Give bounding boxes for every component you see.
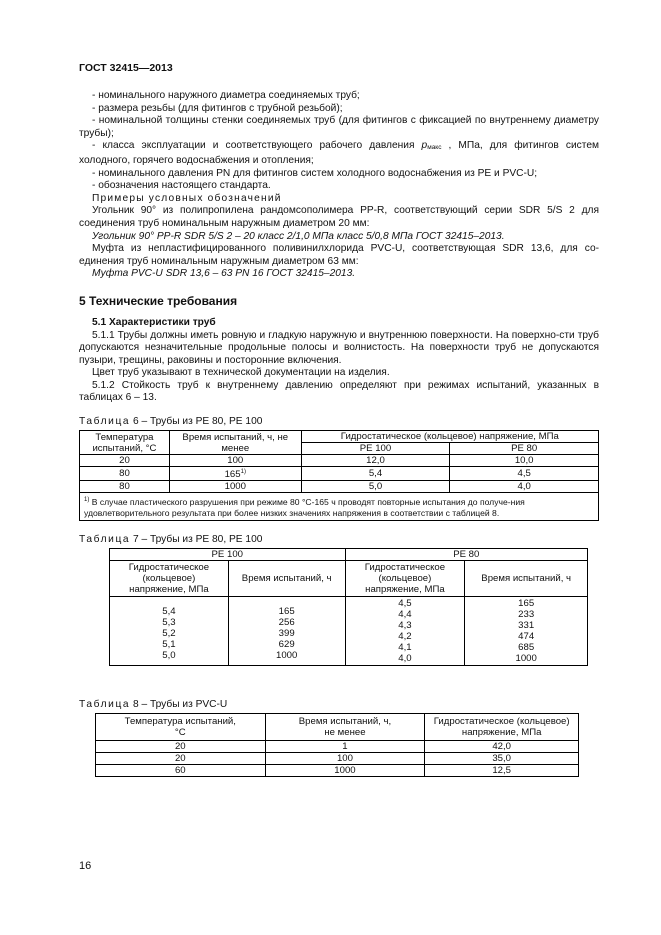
list-item-class: - класса эксплуатации и соответствующего рабочего давления pмакс , МПа, для фитингов систем холодного, горячего водоснабжения и отопления; [79,140,599,166]
table6-header-pe100: PE 100 [301,443,450,455]
section-title: 5 Технические требования [79,293,238,308]
table6-caption: Таблица 6 – Трубы из PE 80, PE 100 [79,416,263,428]
table-cell: 80 [80,481,170,493]
table8 [95,713,579,777]
page-number: 16 [79,860,92,872]
subsection-title: 5.1 Характеристики труб [92,316,216,328]
table-cell: 4,0 [450,481,599,493]
paragraph: 5.1.1 Трубы должны иметь ровную и гладкую наружную и внутреннюю поверхности. На поверхно-сти труб допускаются незначительные продольные полосы и волнистость. На поверхности труб не допускаются пузыри, трещины, раковины и посторонние включения. [79,329,599,366]
table-cell: 100 [265,753,425,765]
table-cell: 5,0 [301,481,450,493]
table8-header-temp: Температура испытаний, °С [96,714,266,741]
table6-header-temp: Температура испытаний, °С [80,431,170,455]
table6-header-time: Время испытаний, ч, не менее [169,431,301,455]
table-row [80,455,599,467]
table7-pe80-time: 165 233 331 474 685 1000 [465,597,588,666]
table6-footnote: $^{1)}$ В случае пластического разрушения при режиме 80 °С-165 ч проводят повторные испытания до получе-ния удовлетворительного результата при более низких значениях напряжения в соответствии с таблицей 8. [80,493,599,521]
example-code: Угольник 90° PP-R SDR 5/S 2 – 20 класс 2/1,0 МПа класс 5/0,8 МПа ГОСТ 32415–2013. [92,230,505,242]
table7-header-time: Время испытаний, ч [228,561,345,597]
table7-header-time: Время испытаний, ч [465,561,588,597]
table-cell: 12,0 [301,455,450,467]
table-cell: 10,0 [450,455,599,467]
table6-header-stress: Гидростатическое (кольцевое) напряжение, МПа [301,431,598,443]
table-cell: 100 [169,455,301,467]
table7-caption: Таблица 7 – Трубы из PE 80, PE 100 [79,534,263,546]
table6-header-pe80: PE 80 [450,443,599,455]
table7-header-stress: Гидростатическое (кольцевое) напряжение, МПа [345,561,465,597]
paragraph: Цвет труб указывают в технической документации на изделия. [92,367,390,379]
example-text: Угольник 90° из полипропилена рандомсополимера PP-R, соответствующий серии SDR 5/S 2 для соединения труб номинальным наружным диаметром 20 мм: [79,205,599,229]
table-cell: 5,4 [301,467,450,481]
table-row [80,481,599,493]
table6 [79,430,599,521]
table7-pe80-stress: 4,5 4,4 4,3 4,2 4,1 4,0 [345,597,465,666]
table-cell: 4,5 [450,467,599,481]
table-cell: 35,0 [425,753,579,765]
list-item: - номинального наружного диаметра соединяемых труб; [92,90,360,101]
document-header: ГОСТ 32415—2013 [79,62,173,74]
table-cell: 12,5 [425,765,579,777]
table7-pe100-time: 165 256 399 629 1000 [228,597,345,666]
table7 [109,548,588,666]
table-cell: 80 [80,467,170,481]
table7-header-pe80: PE 80 [345,549,587,561]
table-cell: 60 [96,765,266,777]
table-cell: 20 [96,741,266,753]
table-cell: 1 [265,741,425,753]
table8-header-stress: Гидростатическое (кольцевое) напряжение, МПа [425,714,579,741]
table-cell: 42,0 [425,741,579,753]
table-cell: 20 [96,753,266,765]
example-code: Муфта PVC-U SDR 13,6 – 63 PN 16 ГОСТ 32415–2013. [92,268,356,280]
examples-heading: Примеры условных обозначений [92,192,282,204]
list-item: - номинальной толщины стенки соединяемых труб (для фитингов с фиксацией по внутреннему диаметру трубы); [79,115,599,139]
list-item: - обозначения настоящего стандарта. [92,180,271,192]
list-item: - размера резьбы (для фитингов с трубной резьбой); [92,102,343,114]
page-content [79,62,599,777]
table-row [80,467,599,481]
table-row [96,765,579,777]
table7-header-pe100: PE 100 [110,549,346,561]
table8-caption: Таблица 8 – Трубы из PVC-U [79,699,228,711]
table-cell: 1000 [265,765,425,777]
list-item: - номинального давления PN для фитингов систем холодного водоснабжения из PE и PVC-U; [92,167,538,179]
paragraph: 5.1.2 Стойкость труб к внутреннему давлению определяют при режимах испытаний, указанных в таблицах 6 – 13. [79,379,599,404]
table-row [110,597,588,666]
table7-pe100-stress: 5,4 5,3 5,2 5,1 5,0 [110,597,229,666]
table-cell: 165$^{1)}$ [169,467,301,481]
example-text: Муфта из непластифицированного поливинилхлорида PVC-U, соответствующая SDR 13,6, для со-единения труб номинальным наружным диаметром 63 мм: [79,243,599,267]
table-row [96,741,579,753]
table8-header-time: Время испытаний, ч, не менее [265,714,425,741]
table-row [96,753,579,765]
table-cell: 1000 [169,481,301,493]
table-cell: 20 [80,455,170,467]
table7-header-stress: Гидростатическое (кольцевое) напряжение, МПа [110,561,229,597]
